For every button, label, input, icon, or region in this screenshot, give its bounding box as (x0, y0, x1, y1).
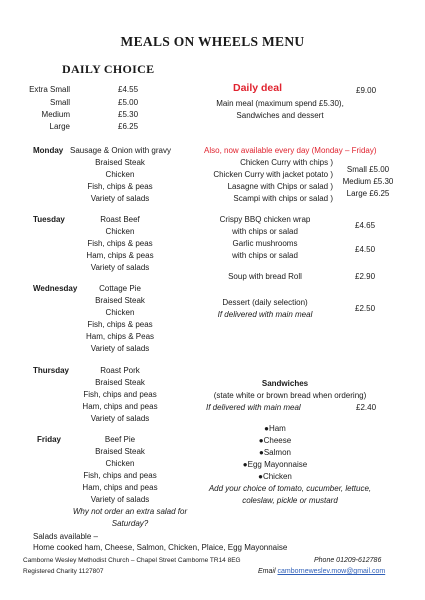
menu-item: Variety of salads (90, 263, 150, 272)
size-label: Large (49, 122, 70, 131)
menu-item: Scampi with chips or salad ) (233, 194, 333, 203)
wednesday-menu (70, 283, 170, 355)
sandwiches-note: (state white or brown bread when ordering) (213, 391, 367, 400)
menu-item: Chicken (105, 459, 135, 468)
menu-item: Braised Steak (95, 378, 145, 387)
sandwich-options: Add your choice of tomato, cucumber, lettuce, (208, 484, 372, 493)
menu-item: Braised Steak (95, 296, 145, 305)
email-label: Email (258, 568, 276, 575)
size-price: £6.25 (118, 122, 139, 131)
footer-phone: Phone 01209-612786 (314, 557, 382, 564)
menu-item: Fish, chips & peas (87, 182, 153, 191)
friday-menu (70, 434, 170, 506)
mushroom-price: £4.50 (355, 245, 376, 254)
sandwich-fillings (225, 423, 325, 483)
menu-item: Ham, chips and peas (82, 483, 158, 492)
size-price: £5.00 (118, 98, 139, 107)
filling-item: ●Cheese (258, 436, 292, 445)
footer-email (258, 568, 385, 575)
menu-item: Lasagne with Chips or salad ) (227, 182, 333, 191)
menu-item: Ham, chips & Peas (85, 332, 155, 341)
sandwiches-title: Sandwiches (261, 379, 309, 388)
menu-item: Cottage Pie (99, 284, 141, 293)
footer-charity: Registered Charity 1127807 (23, 568, 104, 575)
daily-deal-line: Sandwiches and dessert (236, 111, 324, 120)
email-link[interactable]: camborneweslev.mow@gmail.com (277, 568, 386, 575)
menu-item: Beef Pie (104, 435, 136, 444)
menu-item: Roast Beef (100, 215, 140, 224)
salad-promo: Saturday? (111, 519, 149, 528)
menu-item: Ham, chips and peas (82, 402, 158, 411)
size-price: £4.55 (118, 85, 139, 94)
menu-item: Sausage & Onion with gravy (70, 146, 171, 155)
menu-item: Chicken (105, 227, 135, 236)
salads-available: Home cooked ham, Cheese, Salmon, Chicken, Plaice, Egg Mayonnaise (33, 543, 288, 552)
menu-item: Variety of salads (90, 194, 150, 203)
menu-item: Roast Pork (100, 366, 140, 375)
daily-deal-price: £9.00 (356, 86, 377, 95)
size-price: £5.30 (118, 110, 139, 119)
filling-item: ●Egg Mayonnaise (242, 460, 308, 469)
wrap-item (200, 214, 330, 238)
menu-item: Braised Steak (95, 158, 145, 167)
size-label: Extra Small (29, 85, 70, 94)
salads-available: Salads available – (33, 532, 98, 541)
salad-promo: Why not order an extra salad for (72, 507, 188, 516)
available-items (213, 157, 333, 205)
dessert-item: Dessert (daily selection) (222, 298, 308, 307)
menu-item: Chicken (105, 308, 135, 317)
menu-title: MEALS ON WHEELS MENU (120, 34, 305, 49)
day-label-wednesday: Wednesday (33, 284, 78, 293)
menu-item: Chicken Curry with chips ) (240, 158, 333, 167)
sandwiches-condition: If delivered with main meal (206, 403, 301, 412)
soup-item: Soup with bread Roll (228, 272, 302, 281)
soup-price: £2.90 (355, 272, 376, 281)
daily-choice-heading: DAILY CHOICE (62, 62, 155, 76)
day-label-tuesday: Tuesday (33, 215, 65, 224)
available-prices (338, 164, 398, 200)
item-line: with chips or salad (232, 251, 298, 260)
menu-item: Braised Steak (95, 447, 145, 456)
price-line: Large £6.25 (346, 189, 390, 198)
filling-item: ●Salmon (259, 448, 291, 457)
sandwich-options: coleslaw, pickle or mustard (242, 496, 338, 505)
menu-item: Fish, chips & peas (87, 320, 153, 329)
menu-item: Fish, chips and peas (83, 390, 157, 399)
filling-item: ●Ham (264, 424, 286, 433)
item-line: with chips or salad (232, 227, 298, 236)
monday-menu (70, 145, 170, 205)
thursday-menu (70, 365, 170, 425)
item-line: Crispy BBQ chicken wrap (219, 215, 311, 224)
wrap-price: £4.65 (355, 221, 376, 230)
menu-item: Variety of salads (90, 344, 150, 353)
price-line: Small £5.00 (346, 165, 390, 174)
day-label-monday: Monday (33, 146, 64, 155)
day-label-thursday: Thursday (33, 366, 70, 375)
day-label-friday: Friday (37, 435, 62, 444)
filling-item: ●Chicken (258, 472, 292, 481)
size-label: Medium (41, 110, 70, 119)
menu-item: Chicken Curry with jacket potato ) (213, 170, 333, 179)
menu-item: Fish, chips and peas (83, 471, 157, 480)
daily-deal-title: Daily deal (233, 82, 283, 94)
sandwiches-price: £2.40 (356, 403, 377, 412)
mushroom-item (200, 238, 330, 262)
item-line: Garlic mushrooms (232, 239, 298, 248)
available-note: Also, now available every day (Monday – Friday) (204, 146, 377, 155)
menu-item: Chicken (105, 170, 135, 179)
menu-item: Fish, chips & peas (87, 239, 153, 248)
menu-item: Variety of salads (90, 495, 150, 504)
price-line: Medium £5.30 (342, 177, 394, 186)
menu-item: Variety of salads (90, 414, 150, 423)
dessert-condition: If delivered with main meal (217, 310, 313, 319)
dessert-price: £2.50 (355, 304, 376, 313)
footer-address: Camborne Wesley Methodist Church – Chapel Street Camborne TR14 8EG (23, 557, 241, 564)
size-label: Small (49, 98, 70, 107)
tuesday-menu (70, 214, 170, 274)
menu-item: Ham, chips & peas (86, 251, 154, 260)
daily-deal-line: Main meal (maximum spend £5.30), (216, 99, 344, 108)
